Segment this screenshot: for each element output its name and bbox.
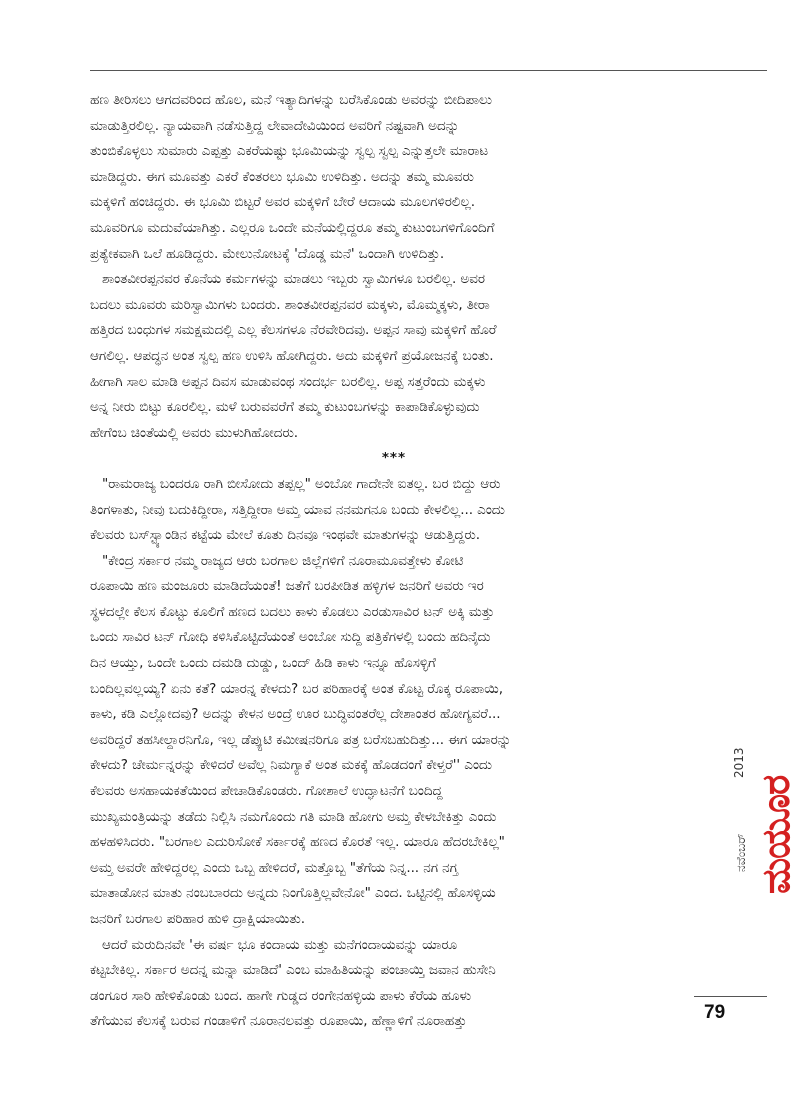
text-line: ಹಳಹಳಿಸಿದರು. "ಬರಗಾಲ ಎದುರಿಸೋಕೆ ಸರ್ಕಾರಕ್ಕೆ ಹಣದ ಕೊರತೆ ಇಲ್ಲ. ಯಾರೂ ಹೆದರಬೇಕಿಲ್ಲ" (90, 834, 505, 851)
text-line: ತಿಂಗಳಾತು, ನೀವು ಬದುಕಿದ್ದೀರಾ, ಸತ್ತಿದ್ದೀರಾ ಅಮ್ತ ಯಾವ ನನಮಗನೂ ಬಂದು ಕೇಳಲಿಲ್ಲ... ಎಂದು (90, 501, 505, 518)
text-line: ಮಕ್ಕಳಿಗೆ ಹಂಚಿದ್ದರು. ಈ ಭೂಮಿ ಬಿಟ್ಟರೆ ಅವರ ಮಕ್ಕಳಿಗೆ ಬೇರೆ ಆದಾಯ ಮೂಲಗಳಿರಲಿಲ್ಲ. (90, 194, 475, 211)
text-line: ಪ್ರತ್ಯೇಕವಾಗಿ ಒಲೆ ಹೂಡಿದ್ದರು. ಮೇಲುನೋಟಕ್ಕೆ 'ದೊಡ್ಡ ಮನೆ' ಒಂದಾಗಿ ಉಳಿದಿತ್ತು. (90, 245, 445, 262)
text-line: ಡಂಗೂರ ಸಾರಿ ಹೇಳಿಕೊಂಡು ಬಂದ. ಹಾಗೇ ಗುಡ್ಡದ ರಂಗೇನಹಳ್ಳಿಯ ಪಾಳು ಕೆರೆಯ ಹೂಳು (90, 987, 472, 1004)
text-line: ಶಾಂತವೀರಪ್ಪನವರ ಕೊನೆಯ ಕರ್ಮಗಳನ್ನು ಮಾಡಲು ಇಬ್ಬರು ಸ್ವಾಮಿಗಳೂ ಬರಲಿಲ್ಲ. ಅವರ (102, 271, 485, 288)
text-line: ಕಟ್ಟಬೇಕಿಲ್ಲ. ಸರ್ಕಾರ ಅದನ್ನ ಮನ್ನಾ ಮಾಡಿದೆ' ಎಂಬ ಮಾಹಿತಿಯನ್ನು ಪಂಚಾಯ್ತಿ ಜವಾನ ಹುಸೇನಿ (90, 962, 496, 979)
text-line: ತೆಗೆಯುವ ಕೆಲಸಕ್ಕೆ ಬರುವ ಗಂಡಾಳಿಗೆ ನೂರಾನಲವತ್ತು ರೂಪಾಯಿ, ಹೆಣ್ಣಾಳಿಗೆ ನೂರಾಹತ್ತು (90, 1013, 467, 1030)
magazine-sidebar (706, 747, 798, 990)
page-number: 79 (704, 1002, 726, 1023)
text-line: ಕೇಳದು? ಚೇರ್ಮನ್ನರನ್ನು ಕೇಳಿದರೆ ಅವೆಲ್ಲ ನಿಮಗ್ಯಾಕೆ ಅಂತ ಮಕಕ್ಕೆ ಹೊಡದಂಗೆ ಕೇಳ್ತರೆ'' ಎಂದು (90, 757, 492, 774)
text-line: ಮೂವರಿಗೂ ಮದುವೆಯಾಗಿತ್ತು. ಎಲ್ಲರೂ ಒಂದೇ ಮನೆಯಲ್ಲಿದ್ದರೂ ತಮ್ಮ ಕುಟುಂಬಗಳಿಗೊಂದಿಗೆ (90, 219, 495, 236)
text-line: "ರಾಮರಾಜ್ಯ ಬಂದರೂ ರಾಗಿ ಬೀಸೋದು ತಪ್ಪಲ್ಲ" ಅಂಬೋ ಗಾದೇನೇ ಐತಲ್ಲ. ಬರ ಬಿದ್ದು ಆರು (102, 475, 501, 492)
text-line: ರೂಪಾಯಿ ಹಣ ಮಂಜೂರು ಮಾಡಿದೆಯಂತೆ! ಜತೆಗೆ ಬರಪೀಡಿತ ಹಳ್ಳಿಗಳ ಜನರಿಗೆ ಅವರು ಇರ (90, 578, 484, 595)
text-line: ಕೆಲವರು ಅಸಹಾಯಕತೆಯಿಂದ ಪೇಚಾಡಿಕೊಂಡರು. ಗೋಶಾಲೆ ಉದ್ಘಾಟನೆಗೆ ಬಂದಿದ್ದ (90, 783, 443, 800)
text-line: ಆಗಲಿಲ್ಲ. ಆಪದ್ಧನ ಅಂತ ಸ್ವಲ್ಪ ಹಣ ಉಳಿಸಿ ಹೋಗಿದ್ದರು. ಅದು ಮಕ್ಕಳಿಗೆ ಪ್ರಯೋಜನಕ್ಕೆ ಬಂತು. (90, 347, 494, 364)
issue-year: 2013 (732, 747, 746, 778)
text-line: ಬದಲು ಮೂವರು ಮರಿಸ್ವಾಮಿಗಳು ಬಂದರು. ಶಾಂತವೀರಪ್ಪನವರ ಮಕ್ಕಳು, ಮೊಮ್ಮಕ್ಕಳು, ತೀರಾ (90, 296, 490, 313)
text-line: ಮಾಡುತ್ತಿರಲಿಲ್ಲ. ನ್ಯಾಯವಾಗಿ ನಡೆಸುತ್ತಿದ್ದ ಲೇವಾದೇವಿಯಿಂದ ಅವರಿಗೆ ನಷ್ಟವಾಗಿ ಅದನ್ನು (90, 117, 460, 134)
text-line: ಹಣ ತೀರಿಸಲು ಆಗದವರಿಂದ ಹೊಲ, ಮನೆ ಇತ್ಯಾದಿಗಳನ್ನು ಬರೆಸಿಕೊಂಡು ಅವರನ್ನು ಬೀದಿಪಾಲು (90, 92, 492, 108)
text-line: ಮಾಡಿದ್ದರು. ಈಗ ಮೂವತ್ತು ಎಕರೆ ಕೆಂತರಲು ಭೂಮಿ ಉಳಿದಿತ್ತು. ಅದನ್ನು ತಮ್ಮ ಮೂವರು (90, 168, 474, 185)
text-line: ಅನ್ನ ನೀರು ಬಿಟ್ಟು ಕೂರಲಿಲ್ಲ. ಮಳೆ ಬರುವವರೆಗೆ ತಮ್ಮ ಕುಟುಂಬಗಳನ್ನು ಕಾಪಾಡಿಕೊಳ್ಳುವುದು (90, 399, 480, 416)
text-line: ಕಾಳು, ಕಡಿ ಎಲ್ಲೋದವು? ಅದನ್ನು ಕೇಳನ ಅಂದ್ರೆ ಊರ ಬುದ್ಧಿವಂತರೆಲ್ಲ ದೇಶಾಂತರ ಹೋಗ್ಯವರೆ... (90, 706, 501, 723)
text-line: ಮಾತಾಡೋನ ಮಾತು ನಂಬಬಾರದು ಅನ್ನದು ನಿಂಗೊತ್ತಿಲ್ಲವೇನೋ" ಎಂದ. ಒಟ್ಟಿನಲ್ಲಿ ಹೊಸಳ್ಳಿಯ (90, 885, 496, 902)
magazine-logo: ಮಯೂರ (754, 775, 798, 894)
issue-month: ನವೆಂಬರ್ (734, 833, 748, 872)
text-line: ಆದರೆ ಮರುದಿನವೇ 'ಈ ವರ್ಷ ಭೂ ಕಂದಾಯ ಮತ್ತು ಮನೆಗಂದಾಯವನ್ನು ಯಾರೂ (102, 936, 458, 953)
text-line: ಬಂದಿಲ್ಲವಲ್ಲಯ್ಯ? ಏನು ಕತೆ? ಯಾರನ್ನ ಕೇಳದು? ಬರ ಪರಿಹಾರಕ್ಕೆ ಅಂತ ಕೊಟ್ಟ ರೊಕ್ಕ ರೂಪಾಯಿ, (90, 680, 503, 697)
text-line: ಒಂದು ಸಾವಿರ ಟನ್ ಗೋಧಿ ಕಳಿಸಿಕೊಟ್ಟಿದೆಯಂತೆ ಅಂಬೋ ಸುದ್ದಿ ಪತ್ರಿಕೆಗಳಲ್ಲಿ ಬಂದು ಹದಿನೈದು (90, 629, 491, 646)
section-separator: *** (381, 450, 407, 467)
text-line: ತುಂಬಿಕೊಳ್ಳಲು ಸುಮಾರು ಎಪ್ಪತ್ತು ಎಕರೆಯಷ್ಟು ಭೂಮಿಯನ್ನು ಸ್ವಲ್ಪ ಸ್ವಲ್ಪ ಎನ್ನುತ್ತಲೇ ಮಾರಾಟ (90, 143, 489, 160)
text-line: ಕೆಲವರು ಬಸ್‌ಸ್ಟ್ಯಾಂಡಿನ ಕಟ್ಟೆಯ ಮೇಲೆ ಕೂತು ದಿನವೂ ಇಂಥವೇ ಮಾತುಗಳನ್ನು ಆಡುತ್ತಿದ್ದರು. (90, 527, 480, 544)
text-line: ಹತ್ತಿರದ ಬಂಧುಗಳ ಸಮಕ್ಷಮದಲ್ಲಿ ಎಲ್ಲ ಕೆಲಸಗಳೂ ನೆರವೇರಿದವು. ಅಪ್ಪನ ಸಾವು ಮಕ್ಕಳಿಗೆ ಹೊರೆ (90, 322, 497, 339)
text-line: ಮುಖ್ಯಮಂತ್ರಿಯನ್ನು ತಡೆದು ನಿಲ್ಲಿಸಿ ನಮಗೊಂದು ಗತಿ ಮಾಡಿ ಹೋಗು ಅಮ್ತ ಕೇಳಬೇಕಿತ್ತು ಎಂದು (90, 808, 497, 825)
text-line: ಸ್ಥಳದಲ್ಲೇ ಕೆಲಸ ಕೊಟ್ಟು ಕೂಲಿಗೆ ಹಣದ ಬದಲು ಕಾಳು ಕೊಡಲು ಎರಡುಸಾವಿರ ಟನ್ ಅಕ್ಕಿ ಮತ್ತು (90, 603, 495, 620)
text-line: ಹೇಗೆಂಬ ಚಿಂತೆಯಲ್ಲಿ ಅವರು ಮುಳುಗಿಹೋದರು. (90, 424, 299, 441)
article-text (90, 88, 698, 1035)
footer-rule (694, 996, 767, 997)
text-line: ಹೀಗಾಗಿ ಸಾಲ ಮಾಡಿ ಅಪ್ಪನ ದಿವಸ ಮಾಡುವಂಥ ಸಂದರ್ಭ ಬರಲಿಲ್ಲ. ಅಪ್ಪ ಸತ್ತರೆಂದು ಮಕ್ಕಳು (90, 373, 486, 390)
text-line: ದಿನ ಆಯ್ತು, ಒಂದೇ ಒಂದು ದಮಡಿ ದುಡ್ಡು, ಒಂದ್ ಹಿಡಿ ಕಾಳು ಇನ್ನೂ ಹೊಸಳ್ಳಿಗೆ (90, 655, 436, 672)
text-line: ಅಮ್ತ ಅವರೇ ಹೇಳಿದ್ದರಲ್ಲ ಎಂದು ಒಬ್ಬ ಹೇಳಿದರೆ, ಮತ್ತೊಬ್ಬ "ತೆಗೆಯ ನಿನ್ನ... ನಗ ನಗ್ತ (90, 859, 459, 876)
text-line: ಅವರಿದ್ದರೆ ತಹಸೀಲ್ದಾರನಿಗೊ, ಇಲ್ಲ ಡೆಪ್ಯುಟಿ ಕಮೀಷನರಿಗೂ ಪತ್ರ ಬರೆಸಬಹುದಿತ್ತು... ಈಗ ಯಾರನ್ನು (90, 731, 512, 748)
header-rule (90, 70, 767, 71)
text-line: ಜನರಿಗೆ ಬರಗಾಲ ಪರಿಹಾರ ಹುಳಿ ದ್ರಾಕ್ಷಿಯಾಯಿತು. (90, 911, 305, 927)
text-line: "ಕೇಂದ್ರ ಸರ್ಕಾರ ನಮ್ಮ ರಾಜ್ಯದ ಆರು ಬರಗಾಲ ಜಿಲ್ಲೆಗಳಿಗೆ ನೂರಾಮೂವತ್ತೇಳು ಕೋಟಿ (102, 552, 464, 569)
